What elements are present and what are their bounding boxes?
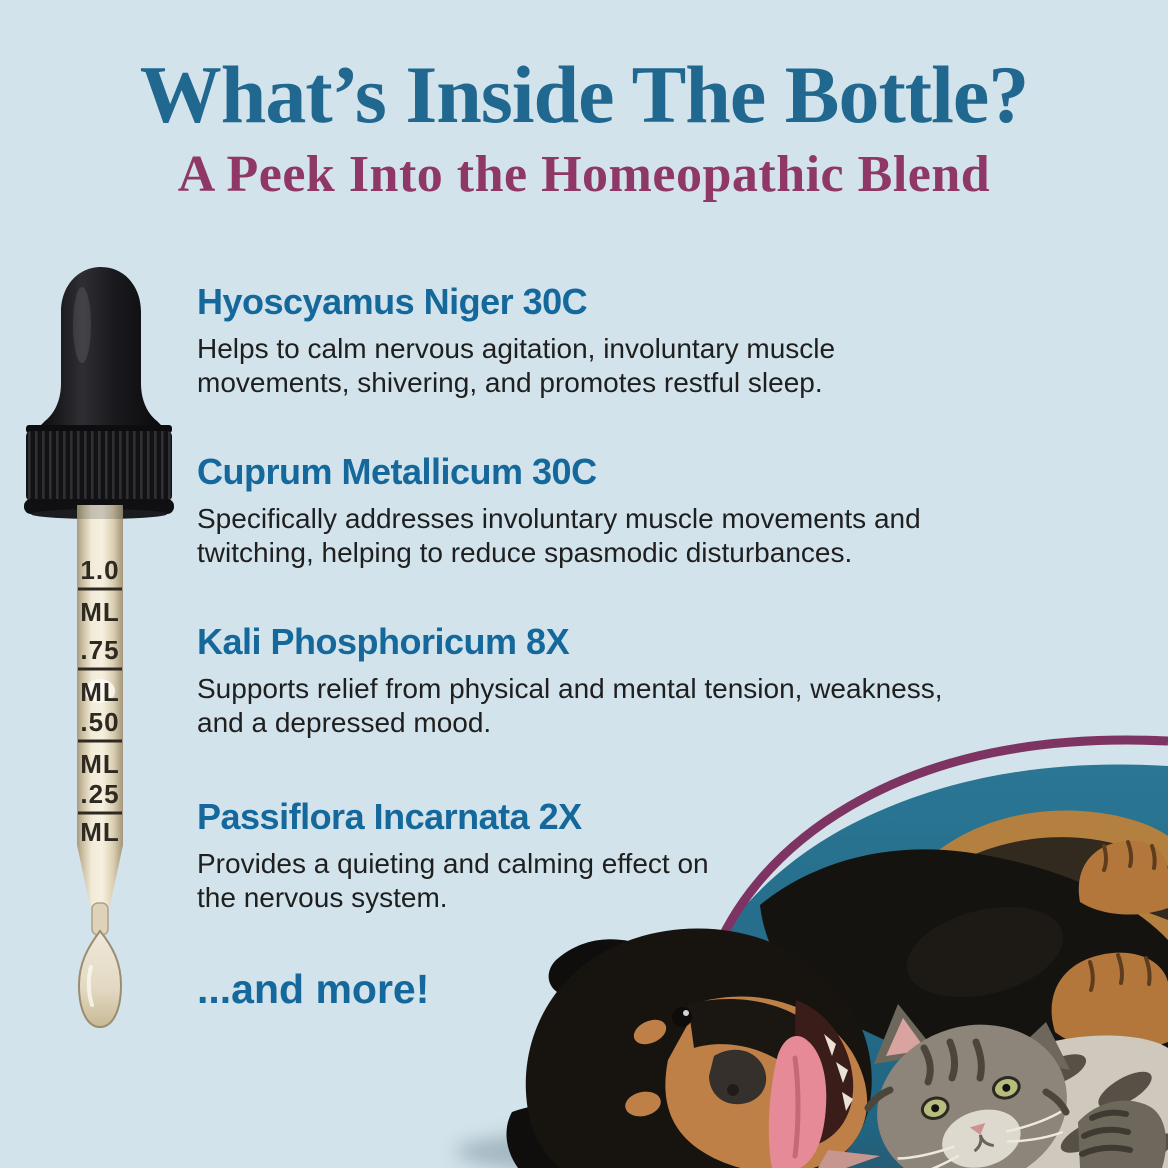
marking-unit: ML: [80, 749, 120, 779]
ingredient-name: Passiflora Incarnata 2X: [197, 796, 582, 837]
marking-value: .25: [80, 779, 120, 809]
marking-unit: ML: [80, 677, 120, 707]
dropper-illustration: [0, 255, 200, 1045]
dropper-marking-025ml: [78, 779, 122, 847]
ingredient-description-line: Supports relief from physical and mental tension, weakness,: [197, 673, 943, 704]
ingredient-section-cuprum: [197, 451, 1057, 570]
dropper-droplet: [79, 931, 121, 1027]
page-subtitle: A Peek Into the Homeopathic Blend: [177, 146, 991, 204]
ingredient-section-kali: [197, 621, 1057, 740]
marking-value: .75: [80, 635, 120, 665]
ingredient-name: Kali Phosphoricum 8X: [197, 621, 570, 662]
ingredient-description-line: the nervous system.: [197, 882, 448, 913]
header: [0, 49, 1168, 204]
marking-value: 1.0: [80, 555, 120, 585]
marking-value: .50: [80, 707, 120, 737]
ingredient-section-passiflora: [197, 796, 1057, 915]
ingredient-description-line: Specifically addresses involuntary muscle movements and: [197, 503, 921, 534]
dropper-cap: [24, 425, 174, 519]
dropper-bulb: [38, 267, 164, 428]
marking-unit: ML: [80, 597, 120, 627]
ingredient-section-hyoscyamus: [197, 281, 1057, 400]
ingredient-description-line: movements, shivering, and promotes restful sleep.: [197, 367, 823, 398]
and-more-text: ...and more!: [197, 966, 430, 1012]
ingredient-name: Cuprum Metallicum 30C: [197, 451, 597, 492]
ingredient-description-line: Provides a quieting and calming effect on: [197, 848, 709, 879]
marking-unit: ML: [80, 817, 120, 847]
ingredient-name: Hyoscyamus Niger 30C: [197, 281, 588, 322]
ingredient-description-line: Helps to calm nervous agitation, involuntary muscle: [197, 333, 836, 364]
ingredient-description-line: twitching, helping to reduce spasmodic disturbances.: [197, 537, 853, 568]
page-title: What’s Inside The Bottle?: [139, 49, 1029, 140]
ingredient-description-line: and a depressed mood.: [197, 707, 492, 738]
